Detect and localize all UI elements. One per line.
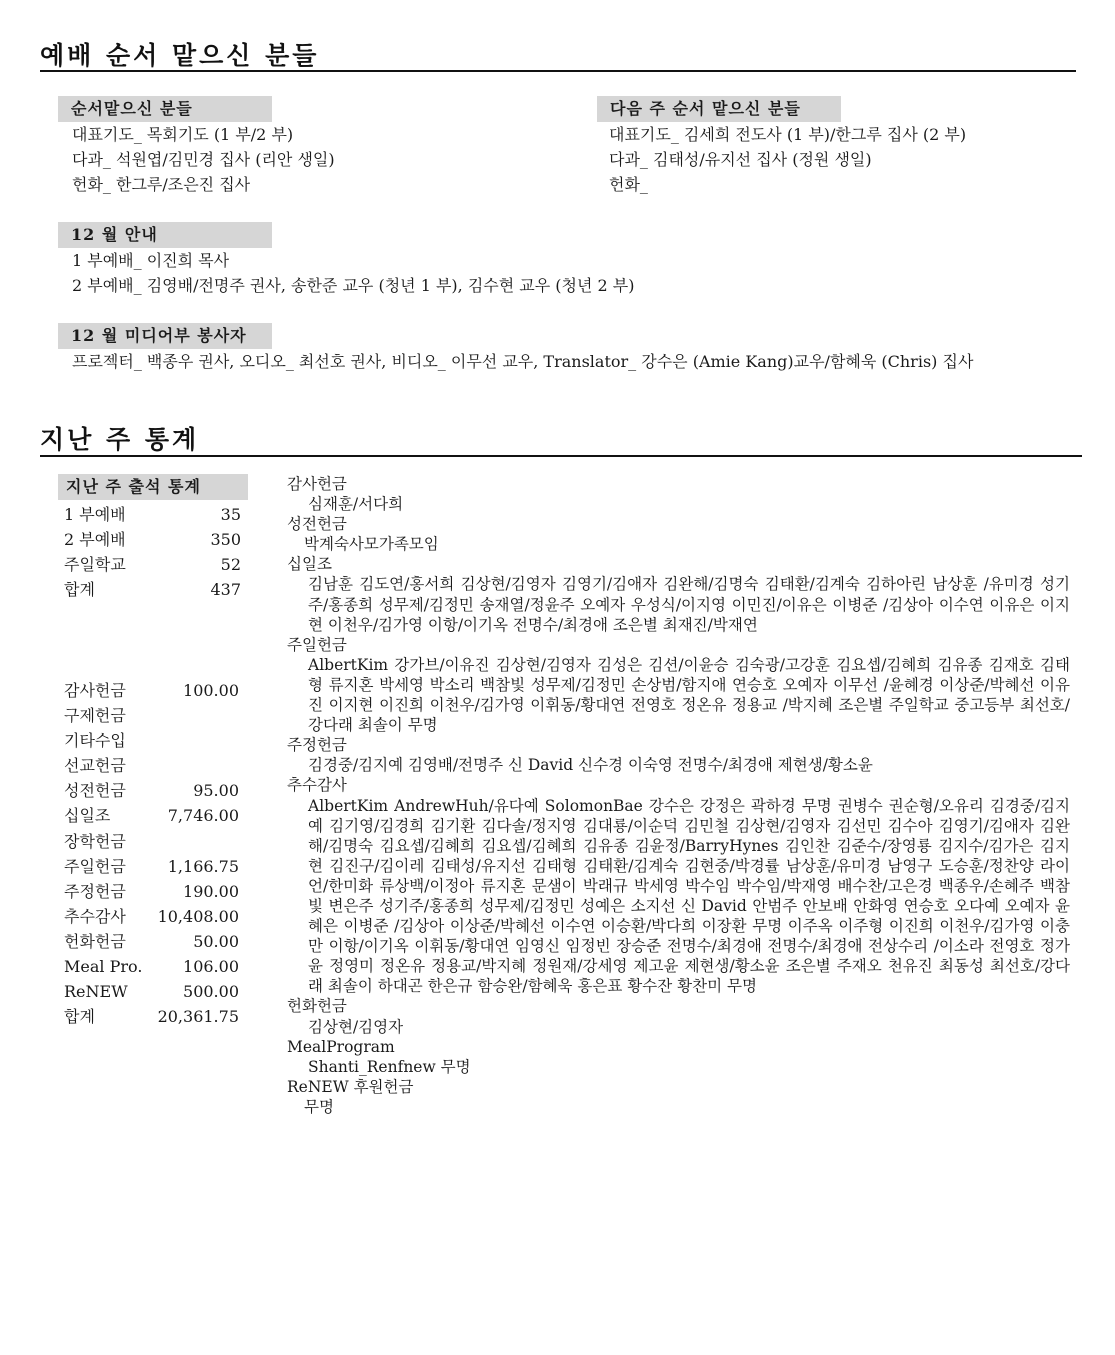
table-row: 1 부예배 35 (64, 505, 241, 524)
table-row: 성전헌금 95.00 (64, 781, 239, 801)
table-row: ReNEW 500.00 (64, 982, 239, 1002)
donor-names: 김남훈 김도연/홍서희 김상현/김영자 김영기/김애자 김완해/김명숙 김태환/김계숙 김하아린 남상훈 /유미경 성기주/홍종희 성무제/김정민 송재열/정윤주 오예자 우성식/이지영 이민진/이유은 이병준 /김상아 이수연 이유은 이지현 이천우/김가영 이항/이기옥 전명수/최경애 조은별 최재진/박재연 (308, 575, 1070, 634)
donor-names: 심재훈/서다희 (308, 495, 404, 514)
table-row: 합계 20,361.75 (64, 1007, 239, 1027)
section-title-servers: 예배 순서 맡으신 분들 (40, 41, 320, 70)
table-row: 주정헌금 190.00 (64, 881, 239, 901)
attendance-table (64, 502, 241, 602)
server-line-flowers: 헌화_ 한그루/조은진 집사 (72, 175, 251, 194)
this-week-servers-label: 순서맡으신 분들 (58, 96, 272, 122)
table-row: 선교헌금 (64, 756, 126, 776)
donor-category: 감사헌금 (287, 475, 347, 493)
table-row: 기타수입 (64, 731, 126, 751)
december-guide-list (72, 248, 635, 298)
december-guide-label: 12 월 안내 (58, 222, 272, 248)
donor-category: 십일조 (287, 555, 332, 574)
next-week-servers-label: 다음 주 순서 맡으신 분들 (597, 96, 841, 122)
donor-category: MealProgram (287, 1037, 395, 1056)
december-guide-line-2: 2 부예배_ 김영배/전명주 권사, 송한준 교우 (청년 1 부), 김수현 교우 (청년 2 부) (72, 276, 635, 295)
donor-category: 주정헌금 (287, 736, 347, 755)
next-server-line-refreshment: 다과_ 김태성/유지선 집사 (정원 생일) (609, 150, 872, 169)
table-row: 십일조 7,746.00 (64, 806, 239, 826)
server-line-refreshment: 다과_ 석원엽/김민경 집사 (리안 생일) (72, 150, 335, 169)
section-divider (40, 455, 1082, 457)
donor-names: 박계숙사모가족모임 (304, 535, 439, 554)
table-row: 주일학교 52 (64, 555, 241, 575)
donor-category: ReNEW 후원헌금 (287, 1077, 414, 1096)
donor-names: AlbertKim 강가브/이유진 김상현/김영자 김성은 김션/이윤승 김숙광/고강훈 김요셉/김혜희 김유종 김재호 김태형 류지혼 박세영 박소리 백참빛 성무제/김정민 손상범/함지애 연승호 오예자 이무선 /윤혜경 이상준/박혜선 이유진 이지현 이진희 이천우/김가영 이휘동/황대연 전영호 정온유 정용교 /박지혜 조은별 주일학교 중고등부 최선호/강다래 최솔이 무명 (308, 655, 1070, 735)
offering-table (64, 678, 239, 1029)
donor-names: 김상현/김영자 (308, 1017, 404, 1036)
donor-lists (287, 474, 1070, 1117)
table-row: 헌화헌금 50.00 (64, 931, 239, 951)
donor-category: 추수감사 (287, 776, 347, 795)
attendance-label: 지난 주 출석 통계 (58, 474, 248, 500)
donor-names: AlbertKim AndrewHuh/유다예 SolomonBae 강수은 강정은 곽하경 무명 권병수 권순형/오유리 김경중/김지예 김기영/김경희 김기환 김다솔/정지영 김대룡/이순덕 김민철 김상현/김영자 김선민 김수아 김영기/김애자 김완해/김명숙 김요셉/김혜희 김요셉/김혜희 김유종 김윤정/BarryHynes 김인찬 김준수/장영룡 김지수/김가은 김지현 김진구/김이레 김태성/유지선 김태형 김태환/김계숙 김현중/박경률 남상훈/유미경 남영구 도승훈/정찬양 라이언/한미화 류상백/이정아 류지혼 문샘이 박래규 박세영 박수임 박수임/박재영 배수찬/고은경 백종우/손혜주 백참빛 변은주 성기주/홍종희 성무제/김정민 성예은 소지선 신 David 안범주 안보배 안화영 연승호 오다예 오예자 윤혜은 이병준 /김상아 이상준/박혜선 이수연 이승환/박다희 이장환 무명 이주옥 이주형 이진희 이천우/김가영 이충만 이항/이기옥 이휘동/황대연 임영신 임정빈 장승준 전명수/최경애 전명수/최경애 전상수리 /이소라 전영호 정가윤 정영미 정온유 정용교/박지혜 정원재/강세영 제고윤 제현생/황소윤 조은별 주재오 천유진 최동성 최선호/강다래 최솔이 하대곤 한은규 함승완/함혜욱 홍은표 황수잔 황찬미 무명 (308, 796, 1070, 996)
donor-names: Shanti_Renfnew 무명 (308, 1057, 471, 1076)
table-row: 구제헌금 (64, 706, 126, 726)
next-server-line-flowers: 헌화_ (609, 175, 648, 194)
this-week-servers-list (72, 122, 335, 197)
december-guide-line-1: 1 부예배_ 이진희 목사 (72, 251, 230, 270)
table-row: 합계 437 (64, 580, 241, 600)
december-media-line: 프로젝터_ 백종우 권사, 오디오_ 최선호 권사, 비디오_ 이무선 교우, Translator_ 강수은 (Amie Kang)교우/함혜욱 (Chris) 집사 (72, 352, 974, 371)
section-divider (40, 70, 1076, 72)
server-line-prayer: 대표기도_ 목회기도 (1 부/2 부) (72, 125, 294, 144)
table-row: 주일헌금 1,166.75 (64, 856, 239, 876)
table-row: 장학헌금 (64, 831, 126, 851)
donor-category: 성전헌금 (287, 515, 347, 534)
table-row: 2 부예배 350 (64, 530, 241, 550)
next-week-servers-list (609, 122, 966, 197)
table-row: Meal Pro. 106.00 (64, 957, 239, 977)
table-row: 감사헌금 100.00 (64, 681, 239, 700)
table-row: 추수감사 10,408.00 (64, 906, 239, 926)
section-title-stats: 지난 주 통계 (40, 425, 200, 454)
next-server-line-prayer: 대표기도_ 김세희 전도사 (1 부)/한그루 집사 (2 부) (609, 125, 967, 144)
donor-names: 무명 (304, 1097, 334, 1116)
donor-names: 김경중/김지예 김영배/전명주 신 David 신수경 이숙영 전명수/최경애 제현생/황소윤 (308, 756, 873, 775)
december-media-label: 12 월 미디어부 봉사자 (58, 323, 272, 349)
donor-category: 주일헌금 (287, 635, 347, 654)
donor-category: 헌화헌금 (287, 997, 347, 1016)
